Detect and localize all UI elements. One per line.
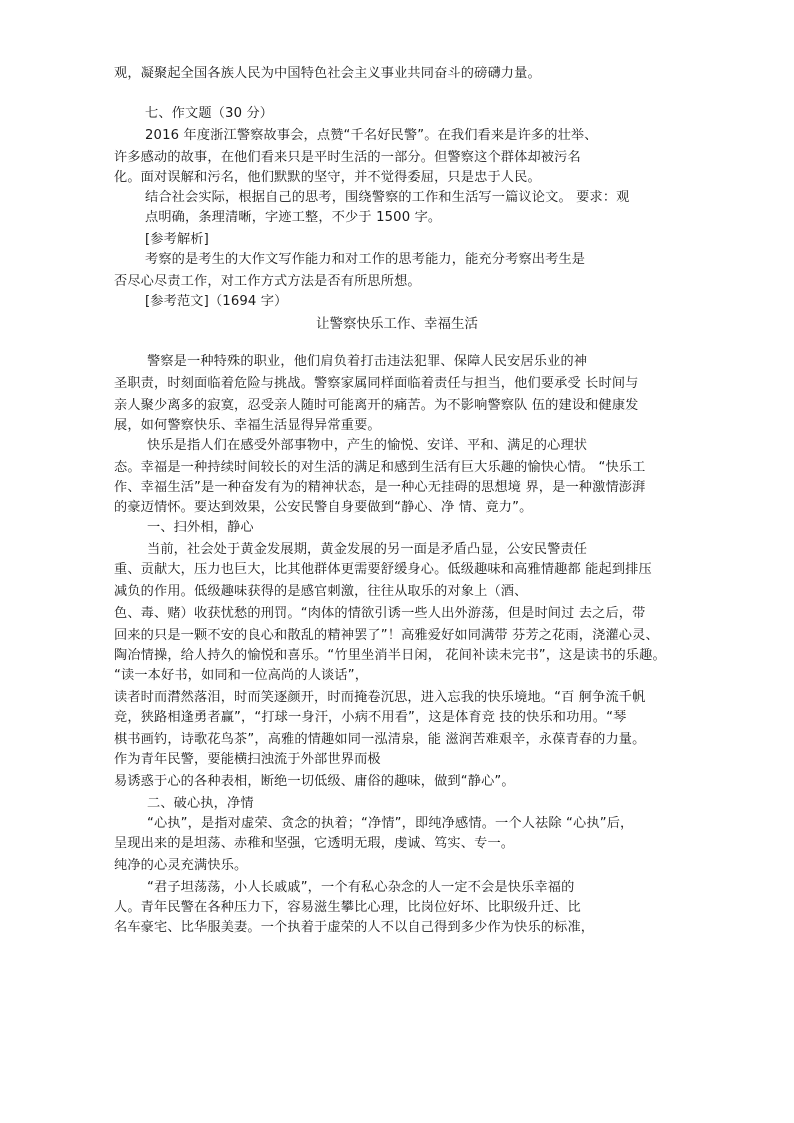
text-line: 作为青年民警，要能横扫浊流于外部世界而极	[114, 752, 381, 767]
section-heading: 七、作文题（30 分）	[145, 106, 274, 121]
text-line: 化。面对误解和污名，他们默默的坚守，并不觉得委屈，只是忠于人民。	[114, 170, 541, 185]
text-line: 陶冶情操，给人持久的愉悦和喜乐。“竹里坐消半日闲， 花间补读未完书”，这是读书的乐趣。	[114, 648, 666, 663]
text-line: 名车豪宅、比华服美妻。一个执着于虚荣的人不以自己得到多少作为快乐的标准，	[114, 920, 595, 935]
text-line: 易诱惑于心的各种表相，断绝一切低级、庸俗的趣味，做到“静心”。	[114, 774, 515, 789]
text-line: 色、毒、赌）收获忧愁的刑罚。“肉体的情欲引诱一些人出外游荡，但是时间过 去之后，带	[114, 606, 646, 621]
text-line: “君子坦荡荡，小人长戚戚”，一个有私心杂念的人一定不会是快乐幸福的	[147, 880, 575, 895]
text-line: 作、幸福生活”是一种奋发有为的精神状态，是一种心无挂碍的思想境 界，是一种激情澎湃	[114, 480, 646, 495]
text-line: 否尽心尽责工作，对工作方式方法是否有所思所想。	[114, 274, 421, 289]
text-line: 重、贡献大，压力也巨大，比其他群体更需要舒缓身心。低级趣味和高雅情趣都 能起到排压	[114, 562, 652, 577]
text-line: 2016 年度浙江警察故事会，点赞“千名好民警”。在我们看来是许多的壮举、	[145, 128, 598, 143]
text-line: 点明确，条理清晰，字迹工整，不少于 1500 字。	[145, 210, 442, 225]
text-line: 读者时而潸然落泪，时而笑逐颜开，时而掩卷沉思，进入忘我的快乐境地。“百 舸争流千帆	[114, 690, 646, 705]
text-line: 圣职责，时刻面临着危险与挑战。警察家属同样面临着责任与担当，他们要承受 长时间与	[114, 376, 639, 391]
text-line: 当前，社会处于黄金发展期，黄金发展的另一面是矛盾凸显，公安民警责任	[147, 542, 588, 557]
text-line: 人。青年民警在各种压力下，容易滋生攀比心理，比岗位好坏、比职级升迁、比	[114, 900, 581, 915]
text-line: 许多感动的故事，在他们看来只是平时生活的一部分。但警察这个群体却被污名	[114, 150, 581, 165]
text-line: 快乐是指人们在感受外部事物中，产生的愉悦、安详、平和、满足的心理状	[147, 438, 588, 453]
text-line: “读一本好书，如同和一位高尚的人谈话”，	[114, 668, 369, 683]
essay-title: 让警察快乐工作、幸福生活	[316, 316, 478, 332]
text-line: 亲人聚少离多的寂寞，忍受亲人随时可能离开的痛苦。为不影响警察队 伍的建设和健康发	[114, 398, 639, 413]
text-line: 警察是一种特殊的职业，他们肩负着打击违法犯罪、保障人民安居乐业的神	[147, 354, 588, 369]
text-line: 观，凝聚起全国各族人民为中国特色社会主义事业共同奋斗的磅礴力量。	[114, 66, 541, 81]
text-line: “心执”，是指对虚荣、贪念的执着；“净情”，即纯净感情。一个人祛除 “心执”后，	[147, 816, 634, 831]
text-line: 纯净的心灵充满快乐。	[114, 858, 248, 873]
text-line: 结合社会实际，根据自己的思考，围绕警察的工作和生活写一篇议论文。 要求：观	[145, 190, 630, 205]
text-line: 竞，狭路相逢勇者赢”，“打球一身汗，小病不用看”，这是体育竞 技的快乐和功用。“琴	[114, 710, 627, 725]
text-line: 的豪迈情怀。要达到效果，公安民警自身要做到“静心、净 情、竟力”。	[114, 500, 533, 515]
sample-essay-label: [参考范文]（1694 字）	[145, 294, 288, 309]
text-line: 棋书画钓，诗歌花鸟茶”，高雅的情趣如同一泓清泉，能 滋润苦难艰辛，永葆青春的力量。	[114, 732, 646, 747]
text-line: 考察的是考生的大作文写作能力和对工作的思考能力，能充分考察出考生是	[145, 252, 586, 267]
text-line: 态。幸福是一种持续时间较长的对生活的满足和感到生活有巨大乐趣的愉快心情。 “快乐工	[114, 460, 646, 475]
reference-analysis-label: [参考解析]	[145, 232, 209, 247]
text-line: 呈现出来的是坦荡、赤稚和坚强，它透明无瑕，虔诚、笃实、专一。	[114, 836, 515, 851]
subheading: 二、破心执，净情	[147, 796, 254, 811]
text-line: 减负的作用。低级趣味获得的是感官刺激，往往从取乐的对象上（酒、	[114, 584, 528, 599]
text-line: 展，如何警察快乐、幸福生活显得异常重要。	[114, 418, 381, 433]
text-line: 回来的只是一颗不安的良心和散乱的精神罢了”！高雅爱好如同满带 芬芳之花雨，浇灌心灵、	[114, 628, 659, 643]
subheading: 一、扫外相，静心	[147, 520, 254, 535]
